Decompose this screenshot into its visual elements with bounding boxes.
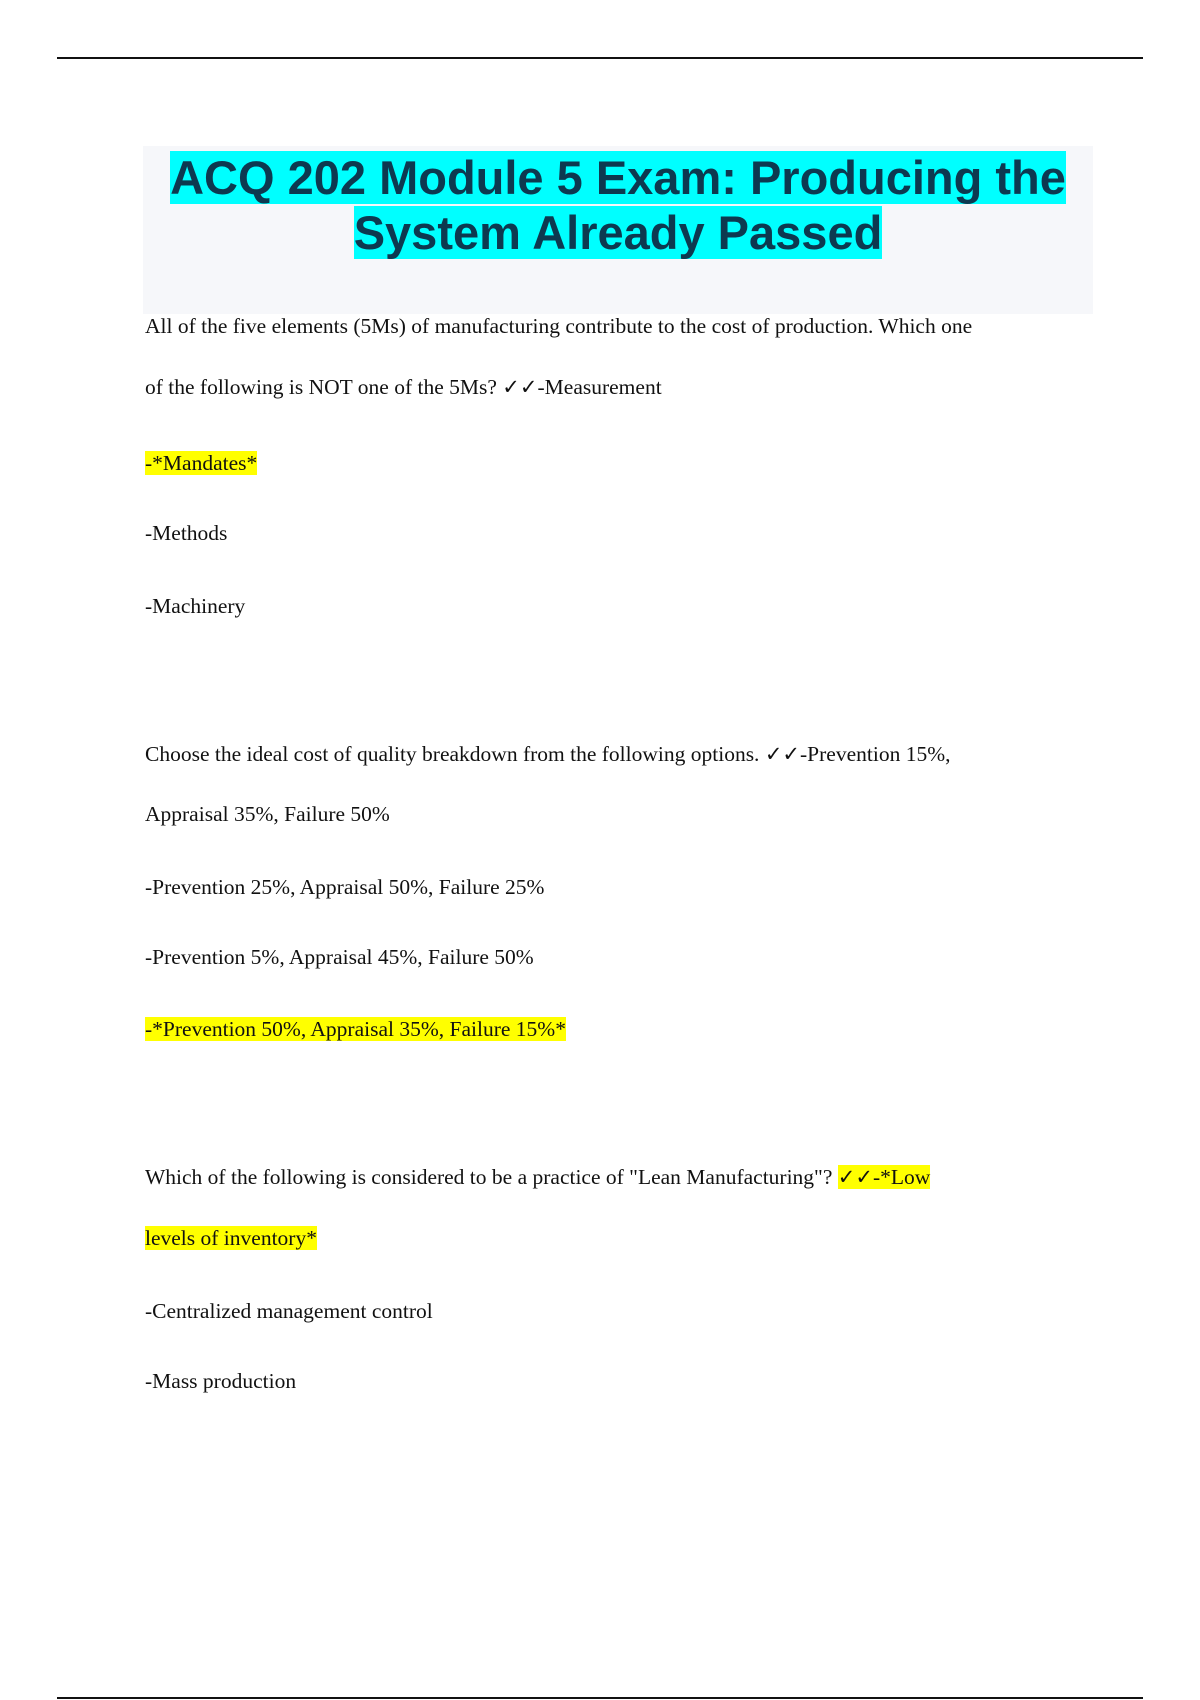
double-check-icon: ✓✓	[837, 1165, 873, 1189]
q3-answer-text: -*Low	[872, 1165, 931, 1189]
footer-rule	[57, 1697, 1143, 1699]
q3-line-1	[145, 1164, 1095, 1190]
q1-correct-answer: -*Mandates*	[145, 451, 258, 475]
q2-option-1: -Prevention 25%, Appraisal 50%, Failure 25%	[145, 875, 545, 899]
q2-option-3	[145, 1016, 1095, 1042]
q3-correct-answer-start	[838, 1165, 931, 1189]
q1-line-1: All of the five elements (5Ms) of manufacturing contribute to the cost of production. Which one	[145, 314, 973, 338]
title-line-2: System Already Passed	[353, 206, 883, 259]
q2-correct-answer: -*Prevention 50%, Appraisal 35%, Failure 15%*	[145, 1017, 566, 1041]
q3-question-text: Which of the following is considered to be a practice of "Lean Manufacturing"?	[145, 1165, 838, 1189]
q2-answer-text: -Prevention 15%,	[800, 742, 951, 766]
q1-option-3: -Machinery	[145, 594, 246, 618]
title-line-1: ACQ 202 Module 5 Exam: Producing the	[170, 151, 1066, 204]
title-block	[143, 146, 1093, 314]
q1-line-2	[145, 374, 1095, 400]
q3-option-1: -Centralized management control	[145, 1299, 433, 1323]
q1-question-text: of the following is NOT one of the 5Ms?	[145, 375, 503, 399]
double-check-icon: ✓✓	[764, 742, 801, 766]
q2-option-2: -Prevention 5%, Appraisal 45%, Failure 50%	[145, 945, 534, 969]
q2-line-2: Appraisal 35%, Failure 50%	[145, 802, 390, 826]
q1-answer-text: -Measurement	[537, 375, 662, 399]
q2-question-text: Choose the ideal cost of quality breakdown from the following options.	[145, 742, 765, 766]
q1-option-1	[145, 450, 1095, 476]
q2-line-1	[145, 741, 1095, 767]
q3-option-2: -Mass production	[145, 1369, 297, 1393]
header-rule	[57, 57, 1143, 59]
q1-option-2: -Methods	[145, 521, 228, 545]
q3-line-2	[145, 1225, 1095, 1251]
double-check-icon: ✓✓	[502, 375, 538, 399]
q3-correct-answer-end: levels of inventory*	[145, 1226, 317, 1250]
